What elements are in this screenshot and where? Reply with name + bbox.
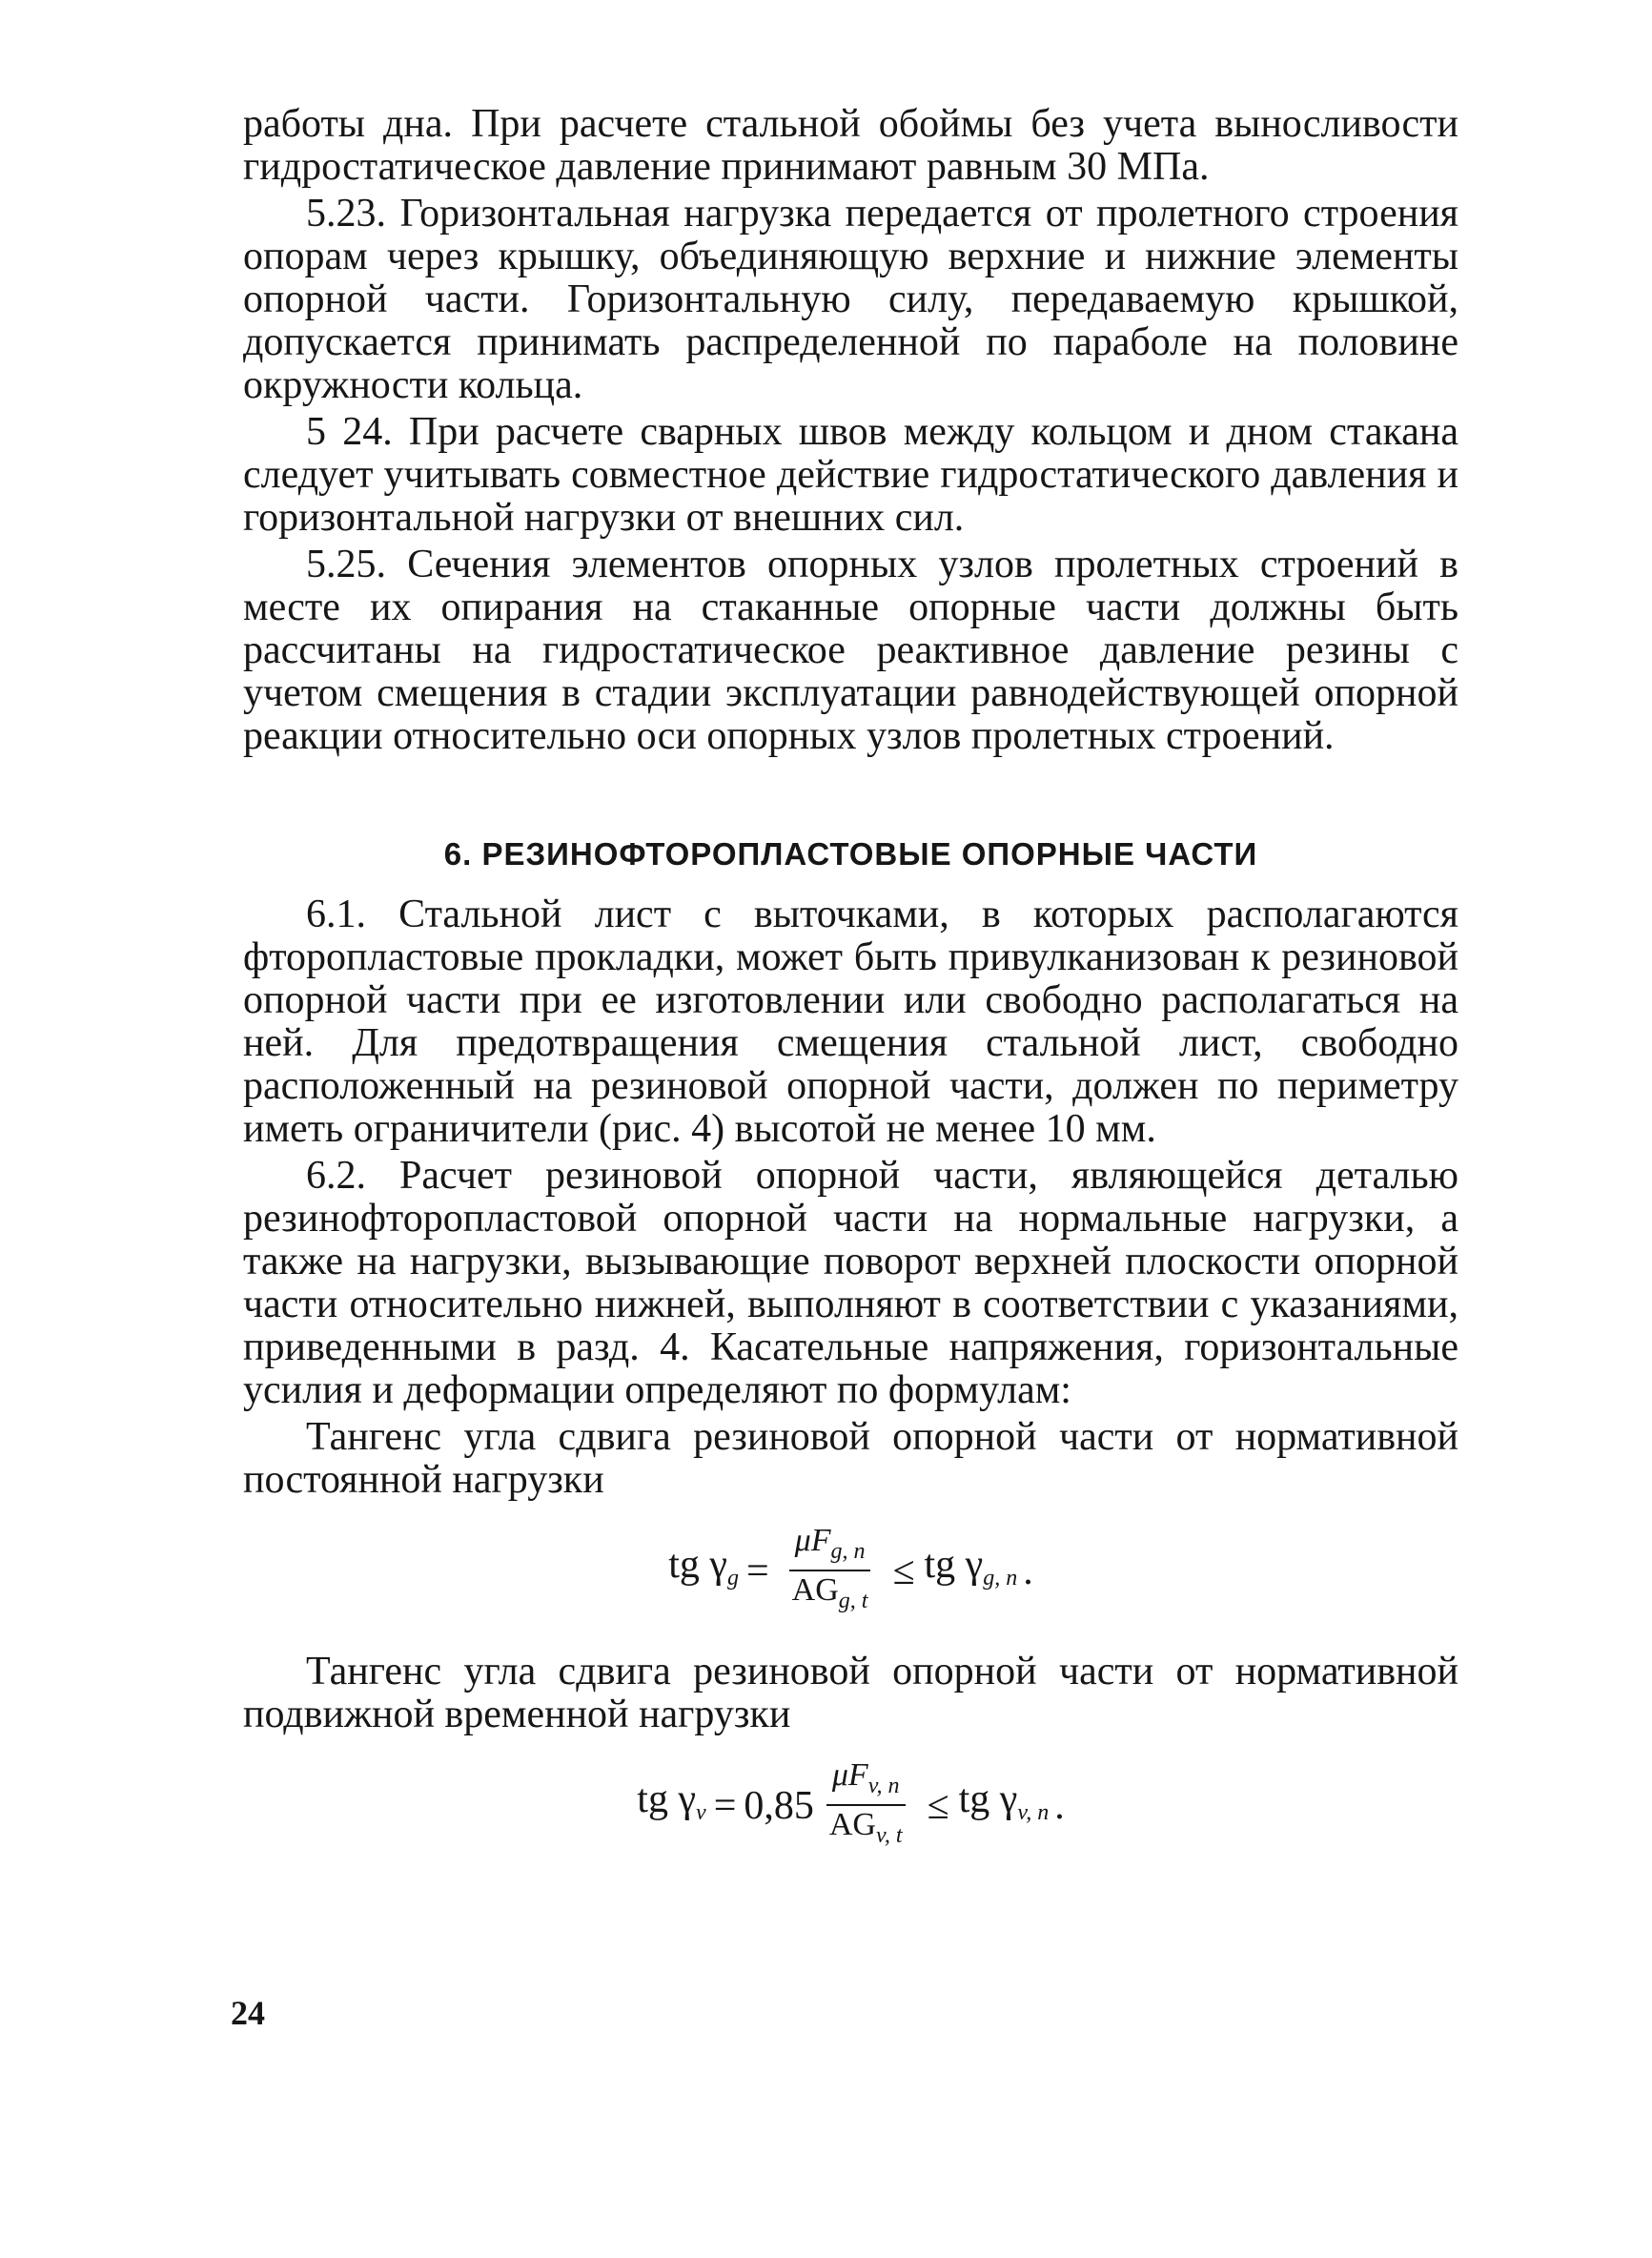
formula2-period: . [1054, 1783, 1065, 1828]
formula1-fraction [786, 1523, 874, 1620]
formula2-equals: = [713, 1783, 737, 1828]
formula2-lhs: tg $\gamma_v$ [637, 1776, 706, 1825]
formula2-rhs: tg $\gamma_{v, n}$ [958, 1776, 1050, 1825]
formula1-lhs: tg $\gamma_g$ [668, 1542, 739, 1591]
formula-tangent-constant [243, 1523, 1458, 1620]
paragraph-6-1: 6.1. Стальной лист с выточками, в которых располагаются фторопластовые прокладки, может быть привулканизован к резиновой опорной части при ее изготовлении или свободно располагаться на ней. Для предотвращения смещения стальной лист, свободно расположенный на резиновой опорной части, должен по периметру иметь ограничители (рис. 4) высотой не менее 10 мм. [243, 893, 1458, 1151]
formula2-denominator: $AG_{v, t}$ [828, 1807, 903, 1848]
formula1-equals: = [745, 1549, 769, 1593]
formula2-fraction [824, 1757, 908, 1855]
formula1-numerator: $\mu F_{g, n}$ [789, 1523, 871, 1571]
document-page [243, 103, 1458, 1885]
section-heading: 6. РЕЗИНОФТОРОПЛАСТОВЫЕ ОПОРНЫЕ ЧАСТИ [443, 836, 1258, 872]
paragraph-tangent-moving: Тангенс угла сдвига резиновой опорной части от нормативной подвижной временной нагрузки [243, 1650, 1458, 1736]
paragraph-continuation: работы дна. При расчете стальной обоймы без учета выносливости гидростатическое давление принимают равным 30 МПа. [243, 102, 1458, 189]
formula1-period: . [1023, 1549, 1033, 1593]
paragraph-tangent-constant: Тангенс угла сдвига резиновой опорной части от нормативной постоянной нагрузки [243, 1415, 1458, 1502]
formula2-numerator: $\mu F_{v, n}$ [826, 1757, 906, 1806]
formula1-denominator: $AG_{g, t}$ [791, 1572, 868, 1613]
page-number: 24 [231, 1994, 265, 2032]
formula2-relation: ≤ [927, 1783, 949, 1828]
paragraph-5-25: 5.25. Сечения элементов опорных узлов пролетных строений в месте их опирания на стаканные опорные части должны быть рассчитаны на гидростатическое реактивное давление резины с учетом смещения в стадии эксплуатации равнодействующей опорной реакции относительно оси опорных узлов пролетных строений. [243, 543, 1458, 758]
paragraph-6-2: 6.2. Расчет резиновой опорной части, являющейся деталью резинофторопластовой опорной части на нормальные нагрузки, а также на нагрузки, вызывающие поворот верхней плоскости опорной части относительно нижней, выполняют в соответствии с указаниями, приведенными в разд. 4. Касательные напряжения, горизонтальные усилия и деформации определяют по формулам: [243, 1154, 1458, 1412]
formula-tangent-moving [243, 1757, 1458, 1855]
paragraph-5-23: 5.23. Горизонтальная нагрузка передается от пролетного строения опорам через крышку, объединяющую верхние и нижние элементы опорной части. Горизонтальную силу, передаваемую крышкой, допускается принимать распределенной по параболе на половине окружности кольца. [243, 192, 1458, 407]
formula1-relation: ≤ [892, 1549, 915, 1593]
formula1-rhs: tg $\gamma_{g, n}$ [924, 1542, 1018, 1591]
paragraph-5-24: 5 24. При расчете сварных швов между кольцом и дном стакана следует учитывать совместное действие гидростатического давления и горизонтальной нагрузки от внешних сил. [243, 410, 1458, 540]
formula2-coefficient: 0,85 [744, 1783, 814, 1828]
